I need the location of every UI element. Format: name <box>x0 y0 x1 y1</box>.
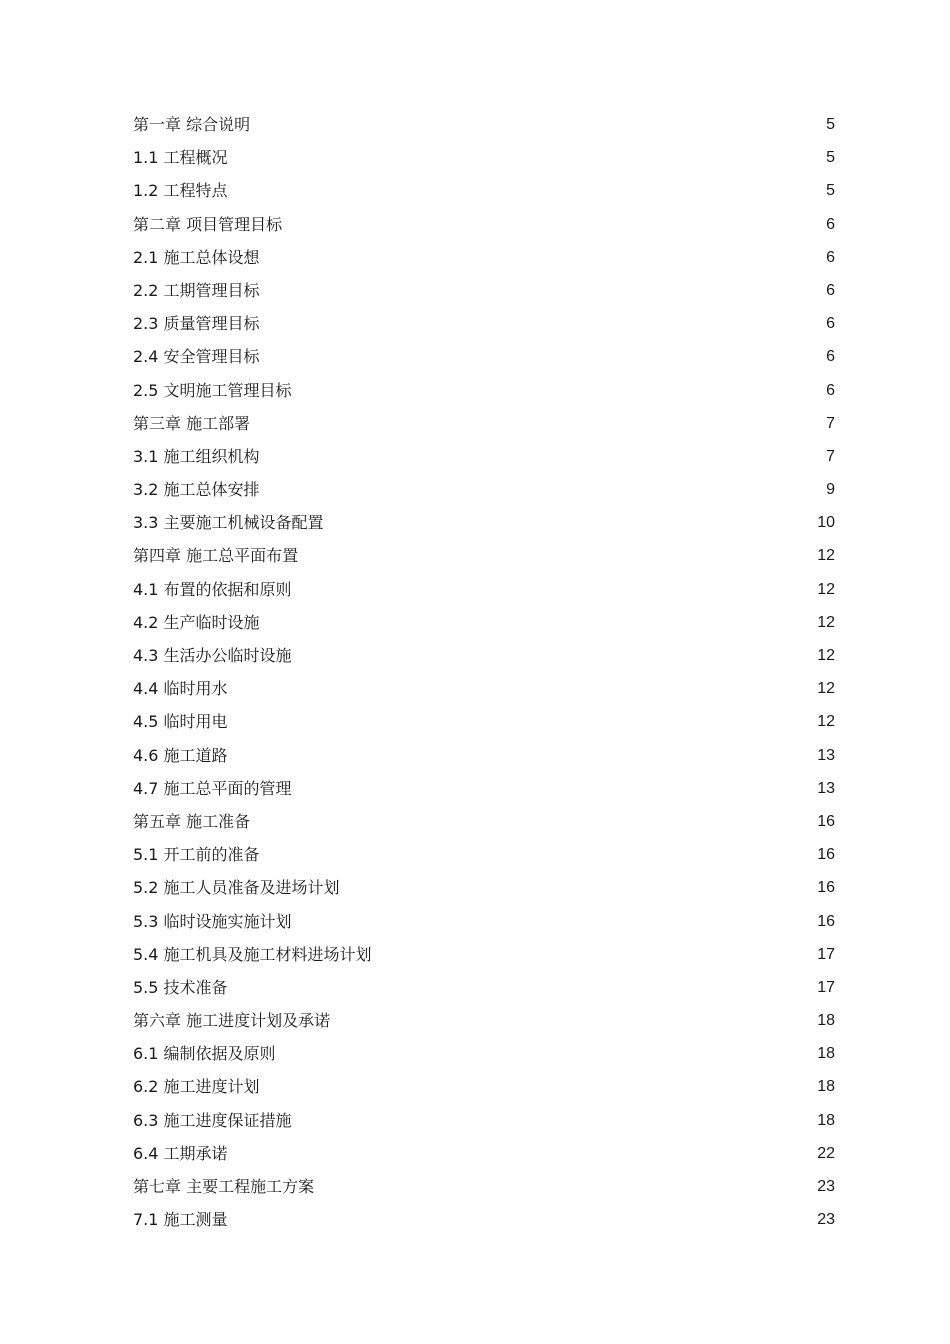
toc-entry[interactable] <box>133 506 835 539</box>
table-of-contents <box>133 108 835 1236</box>
toc-entry-page-number: 13 <box>817 746 835 764</box>
toc-entry-title: 2.4 安全管理目标 <box>133 347 260 367</box>
toc-entry-title: 4.2 生产临时设施 <box>133 612 260 632</box>
toc-entry[interactable] <box>133 473 835 506</box>
toc-entry-title: 2.5 文明施工管理目标 <box>133 380 292 400</box>
toc-entry[interactable] <box>133 1037 835 1070</box>
toc-entry-title: 1.2 工程特点 <box>133 181 228 201</box>
toc-entry[interactable] <box>133 739 835 772</box>
toc-entry-page-number: 5 <box>826 149 835 167</box>
toc-entry-page-number: 23 <box>817 1178 835 1195</box>
toc-entry[interactable] <box>133 1004 835 1037</box>
toc-entry-title: 7.1 施工测量 <box>133 1210 228 1230</box>
toc-entry[interactable] <box>133 1104 835 1137</box>
toc-entry-page-number: 23 <box>817 1211 835 1229</box>
toc-entry-page-number: 6 <box>826 315 835 333</box>
toc-entry-title: 6.4 工期承诺 <box>133 1143 228 1163</box>
toc-entry-page-number: 18 <box>817 1012 835 1030</box>
toc-entry[interactable] <box>133 971 835 1004</box>
toc-entry-page-number: 18 <box>817 1045 835 1063</box>
toc-entry-title: 5.3 临时设施实施计划 <box>133 911 292 931</box>
toc-entry-title: 第五章 施工准备 <box>133 811 251 831</box>
toc-entry-page-number: 10 <box>817 514 835 532</box>
toc-entry-title: 3.3 主要施工机械设备配置 <box>133 513 324 533</box>
toc-entry-title: 第七章 主要工程施工方案 <box>133 1177 315 1196</box>
toc-entry-page-number: 17 <box>817 945 835 963</box>
toc-entry[interactable] <box>133 871 835 904</box>
toc-entry[interactable] <box>133 838 835 871</box>
toc-entry[interactable] <box>133 606 835 639</box>
toc-entry-page-number: 18 <box>817 1111 835 1129</box>
toc-entry[interactable] <box>133 374 835 407</box>
toc-entry-title: 4.3 生活办公临时设施 <box>133 646 292 665</box>
toc-entry-title: 第三章 施工部署 <box>133 413 251 433</box>
toc-entry[interactable] <box>133 407 835 440</box>
toc-entry[interactable] <box>133 1170 835 1203</box>
toc-entry-title: 4.1 布置的依据和原则 <box>133 579 292 599</box>
toc-entry-page-number: 16 <box>817 879 835 897</box>
toc-entry-title: 6.1 编制依据及原则 <box>133 1044 276 1064</box>
toc-entry[interactable] <box>133 573 835 606</box>
toc-entry[interactable] <box>133 174 835 207</box>
toc-entry-page-number: 12 <box>817 613 835 631</box>
toc-entry[interactable] <box>133 340 835 373</box>
toc-entry-page-number: 7 <box>826 447 835 465</box>
toc-entry-page-number: 6 <box>826 215 835 233</box>
toc-entry-page-number: 22 <box>817 1144 835 1162</box>
toc-entry-page-number: 5 <box>826 116 835 133</box>
toc-entry-page-number: 13 <box>817 779 835 797</box>
toc-entry[interactable] <box>133 672 835 705</box>
toc-entry-page-number: 12 <box>817 580 835 598</box>
toc-entry-page-number: 5 <box>826 182 835 200</box>
toc-entry-page-number: 16 <box>817 912 835 930</box>
toc-entry-page-number: 16 <box>817 812 835 830</box>
toc-entry-title: 第一章 综合说明 <box>133 115 251 134</box>
toc-entry-title: 4.7 施工总平面的管理 <box>133 778 292 798</box>
toc-entry-page-number: 7 <box>826 414 835 432</box>
toc-entry[interactable] <box>133 1137 835 1170</box>
toc-entry-title: 2.3 质量管理目标 <box>133 314 260 334</box>
toc-entry[interactable] <box>133 1070 835 1103</box>
toc-entry-title: 3.1 施工组织机构 <box>133 446 260 466</box>
toc-entry-title: 第四章 施工总平面布置 <box>133 546 299 566</box>
toc-entry[interactable] <box>133 141 835 174</box>
toc-entry[interactable] <box>133 307 835 340</box>
toc-entry-title: 5.5 技术准备 <box>133 977 228 997</box>
toc-entry-page-number: 6 <box>826 248 835 266</box>
toc-entry-page-number: 16 <box>817 846 835 864</box>
toc-entry[interactable] <box>133 274 835 307</box>
toc-entry-title: 3.2 施工总体安排 <box>133 480 260 500</box>
toc-entry[interactable] <box>133 539 835 572</box>
toc-entry-title: 5.1 开工前的准备 <box>133 845 260 865</box>
toc-entry[interactable] <box>133 1203 835 1236</box>
toc-entry[interactable] <box>133 805 835 838</box>
toc-entry-title: 5.2 施工人员准备及进场计划 <box>133 878 340 898</box>
toc-entry[interactable] <box>133 440 835 473</box>
toc-entry[interactable] <box>133 772 835 805</box>
toc-entry[interactable] <box>133 705 835 738</box>
toc-entry-page-number: 12 <box>817 547 835 565</box>
toc-entry-title: 第六章 施工进度计划及承诺 <box>133 1011 331 1031</box>
toc-entry-title: 4.4 临时用水 <box>133 679 228 699</box>
toc-entry-page-number: 12 <box>817 647 835 664</box>
toc-entry-title: 6.3 施工进度保证措施 <box>133 1110 292 1130</box>
toc-entry[interactable] <box>133 108 835 141</box>
toc-entry-page-number: 12 <box>817 680 835 698</box>
toc-entry-title: 1.1 工程概况 <box>133 148 228 168</box>
toc-entry-page-number: 6 <box>826 348 835 366</box>
toc-entry[interactable] <box>133 639 835 672</box>
toc-entry-page-number: 9 <box>826 481 835 499</box>
toc-entry-title: 2.2 工期管理目标 <box>133 280 260 300</box>
toc-entry-title: 5.4 施工机具及施工材料进场计划 <box>133 944 372 964</box>
toc-entry-title: 4.5 临时用电 <box>133 712 228 732</box>
toc-entry-page-number: 6 <box>826 381 835 399</box>
toc-entry-title: 2.1 施工总体设想 <box>133 247 260 267</box>
toc-entry-page-number: 6 <box>826 281 835 299</box>
toc-entry[interactable] <box>133 938 835 971</box>
toc-entry-title: 4.6 施工道路 <box>133 745 228 765</box>
toc-entry-page-number: 12 <box>817 713 835 731</box>
toc-entry-page-number: 18 <box>817 1078 835 1096</box>
toc-entry-title: 6.2 施工进度计划 <box>133 1077 260 1097</box>
toc-entry-page-number: 17 <box>817 978 835 996</box>
toc-entry-title: 第二章 项目管理目标 <box>133 214 283 234</box>
toc-entry[interactable] <box>133 208 835 241</box>
toc-entry[interactable] <box>133 241 835 274</box>
toc-entry[interactable] <box>133 905 835 938</box>
